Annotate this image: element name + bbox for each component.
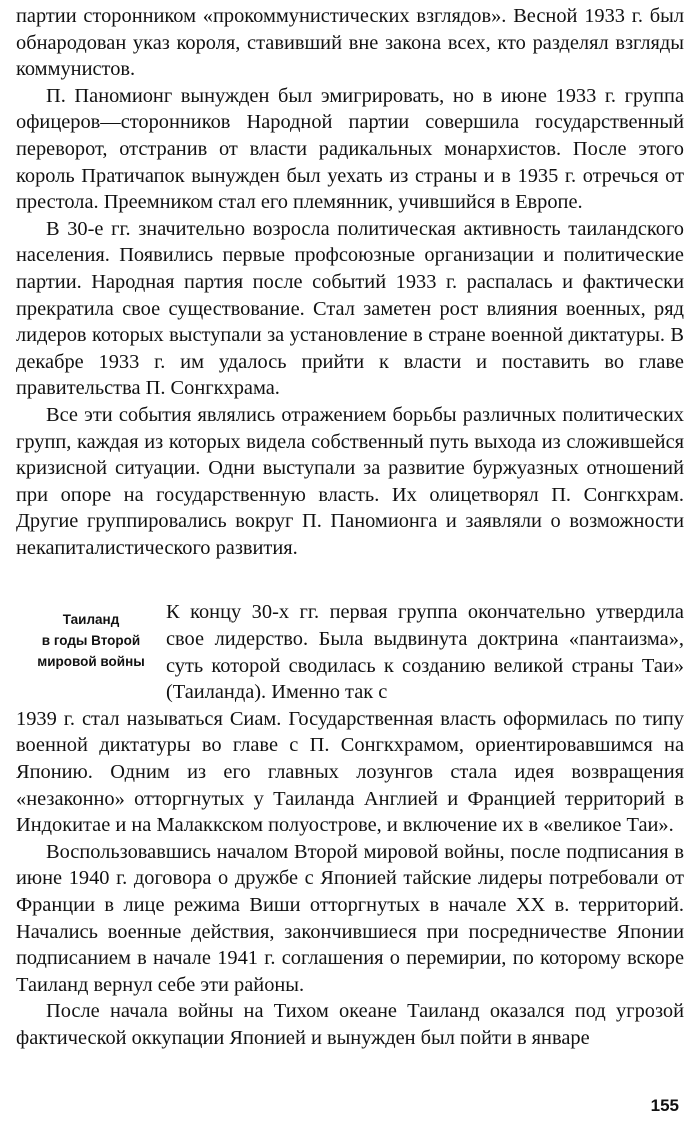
paragraph-political-groups: Все эти события являлись отражением борьбы различных политических групп, каждая из которых видела собственный путь выхода из сложившейся кризисной ситуации. Одни выступали за развитие буржуазных отношений при опоре на государственную власть. Их олицетворял П. Сонгкхрам. Другие группировались вокруг П. Паномионга и заявляли о возможности некапиталистического развития. xyxy=(16,403,684,559)
section-continuation: 1939 г. стал называться Сиам. Государственная власть оформилась по типу военной диктатуры во главе с П. Сонгкхрамом, ориентировавшимся на Японию. Одним из его главных лозунгов стала идея возвращения «незаконно» отторгнутых у Таиланда Англией и Францией территорий в Индокитае и на Малаккском полуострове, и включение их в «великое Таи». xyxy=(16,707,684,837)
heading-line: мировой войны xyxy=(37,654,145,670)
paragraph-vichy-conflict: Воспользовавшись началом Второй мировой войны, после подписания в июне 1940 г. договора о дружбе с Японией тайские лидеры потребовали от Франции в лице режима Виши отторгнутых в начале XX в. территорий. Начались военные действия, закончившиеся при посредничестве Японии подписанием в начале 1941 г. соглашения о перемирии, по которому вскоре Таиланд вернул себе эти районы. xyxy=(16,840,684,996)
section-side-text: К концу 30-х гг. первая группа окончательно утвердила свое лидерство. Была выдвинута доктрина «пантаизма», суть которой сводилась к созданию великой страны Таи» (Таиланда). Именно так с xyxy=(166,601,684,704)
section-side-text-block xyxy=(166,599,684,705)
section-thailand-ww2 xyxy=(16,599,684,705)
paragraph-continuation: партии сторонником «прокоммунистических взглядов». Весной 1933 г. был обнародован указ короля, ставивший вне закона всех, кто разделял взгляды коммунистов. xyxy=(16,5,684,81)
paragraph-panomiong-emigration: П. Паномионг вынужден был эмигрировать, но в июне 1933 г. группа офицеров—сторонников Народной партии совершила государственный переворот, отстранив от власти радикальных монархистов. После этого король Пратичапок вынужден был уехать из страны и в 1935 г. отречься от престола. Преемником стал его племянник, учившийся в Европе. xyxy=(16,84,684,214)
paragraph-pacific-war: После начала войны на Тихом океане Таиланд оказался под угрозой фактической оккупации Японией и вынужден был пойти в январе xyxy=(16,1000,684,1049)
book-page xyxy=(16,3,684,1052)
heading-line: Таиланд xyxy=(62,612,120,628)
page-number: 155 xyxy=(650,1096,679,1115)
section-side-heading xyxy=(16,599,166,672)
section-gap xyxy=(16,561,684,599)
heading-line: в годы Второй xyxy=(41,633,141,649)
paragraph-political-activity: В 30-е гг. значительно возросла политическая активность таиландского населения. Появились первые профсоюзные организации и политические партии. Народная партия после событий 1933 г. распалась и фактически прекратила свое существование. Стал заметен рост влияния военных, ряд лидеров которых выступали за установление в стране военной диктатуры. В декабре 1933 г. им удалось прийти к власти и поставить во главе правительства П. Сонгкхрама. xyxy=(16,217,684,400)
